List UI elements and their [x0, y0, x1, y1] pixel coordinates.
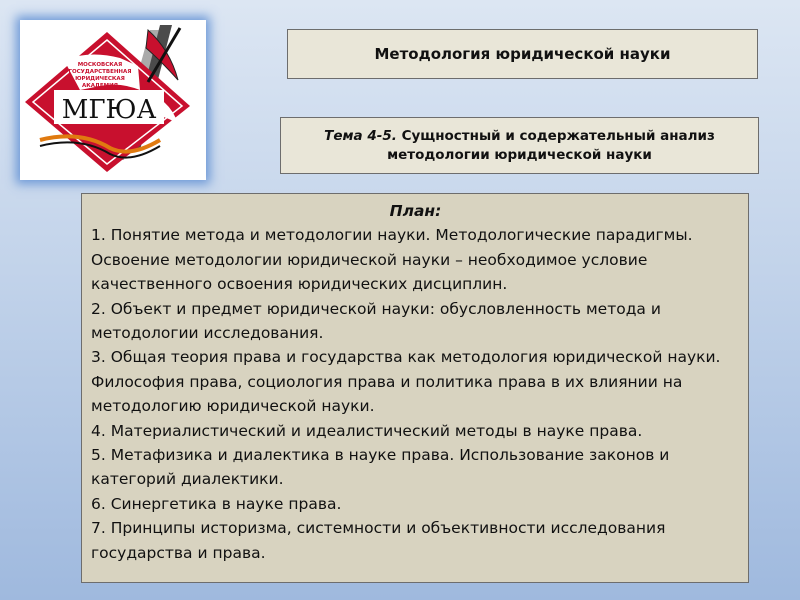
plan-line: государства и права. [91, 543, 266, 562]
logo-org-line-4: АКАДЕМИЯ [82, 83, 118, 89]
plan-line: качественного освоения юридических дисциплин. [91, 275, 508, 294]
course-title: Методология юридической науки [287, 29, 758, 79]
plan-list [91, 223, 740, 565]
topic-label: Тема 4-5. [324, 127, 397, 144]
plan-line: Философия права, социология права и политика права в их влиянии на [91, 372, 683, 391]
plan-line: методологию юридической науки. [91, 397, 375, 416]
plan-line: Освоение методологии юридической науки – необходимое условие [91, 250, 648, 269]
plan-line: 4. Материалистический и идеалистический методы в науке права. [91, 421, 643, 440]
plan-line: 7. Принципы историзма, системности и объективности исследования [91, 519, 666, 538]
plan-line: 5. Метафизика и диалектика в науке права. Использование законов и [91, 446, 670, 465]
logo-org-line-1: МОСКОВСКАЯ [77, 62, 123, 68]
topic-title: Сущностный и содержательный анализ методологии юридической науки [387, 127, 715, 163]
academy-emblem [20, 20, 206, 180]
plan-line: 6. Синергетика в науке права. [91, 494, 342, 513]
plan-line: 2. Объект и предмет юридической науки: обусловленность метода и [91, 299, 661, 318]
plan-line: 1. Понятие метода и методологии науки. Методологические парадигмы. [91, 226, 693, 245]
plan-heading: План: [389, 202, 442, 220]
plan-box [81, 193, 749, 583]
plan-line: 3. Общая теория права и государства как методология юридической науки. [91, 348, 721, 367]
topic-text [301, 127, 738, 165]
topic-box [280, 117, 759, 174]
academy-logo [20, 20, 206, 180]
logo-org-line-2: ГОСУДАРСТВЕННАЯ [68, 69, 132, 75]
logo-org-line-3: ЮРИДИЧЕСКАЯ [75, 76, 125, 82]
plan-line: методологии исследования. [91, 324, 324, 343]
logo-abbrev: МГЮА [61, 95, 157, 125]
plan-line: категорий диалектики. [91, 470, 284, 489]
